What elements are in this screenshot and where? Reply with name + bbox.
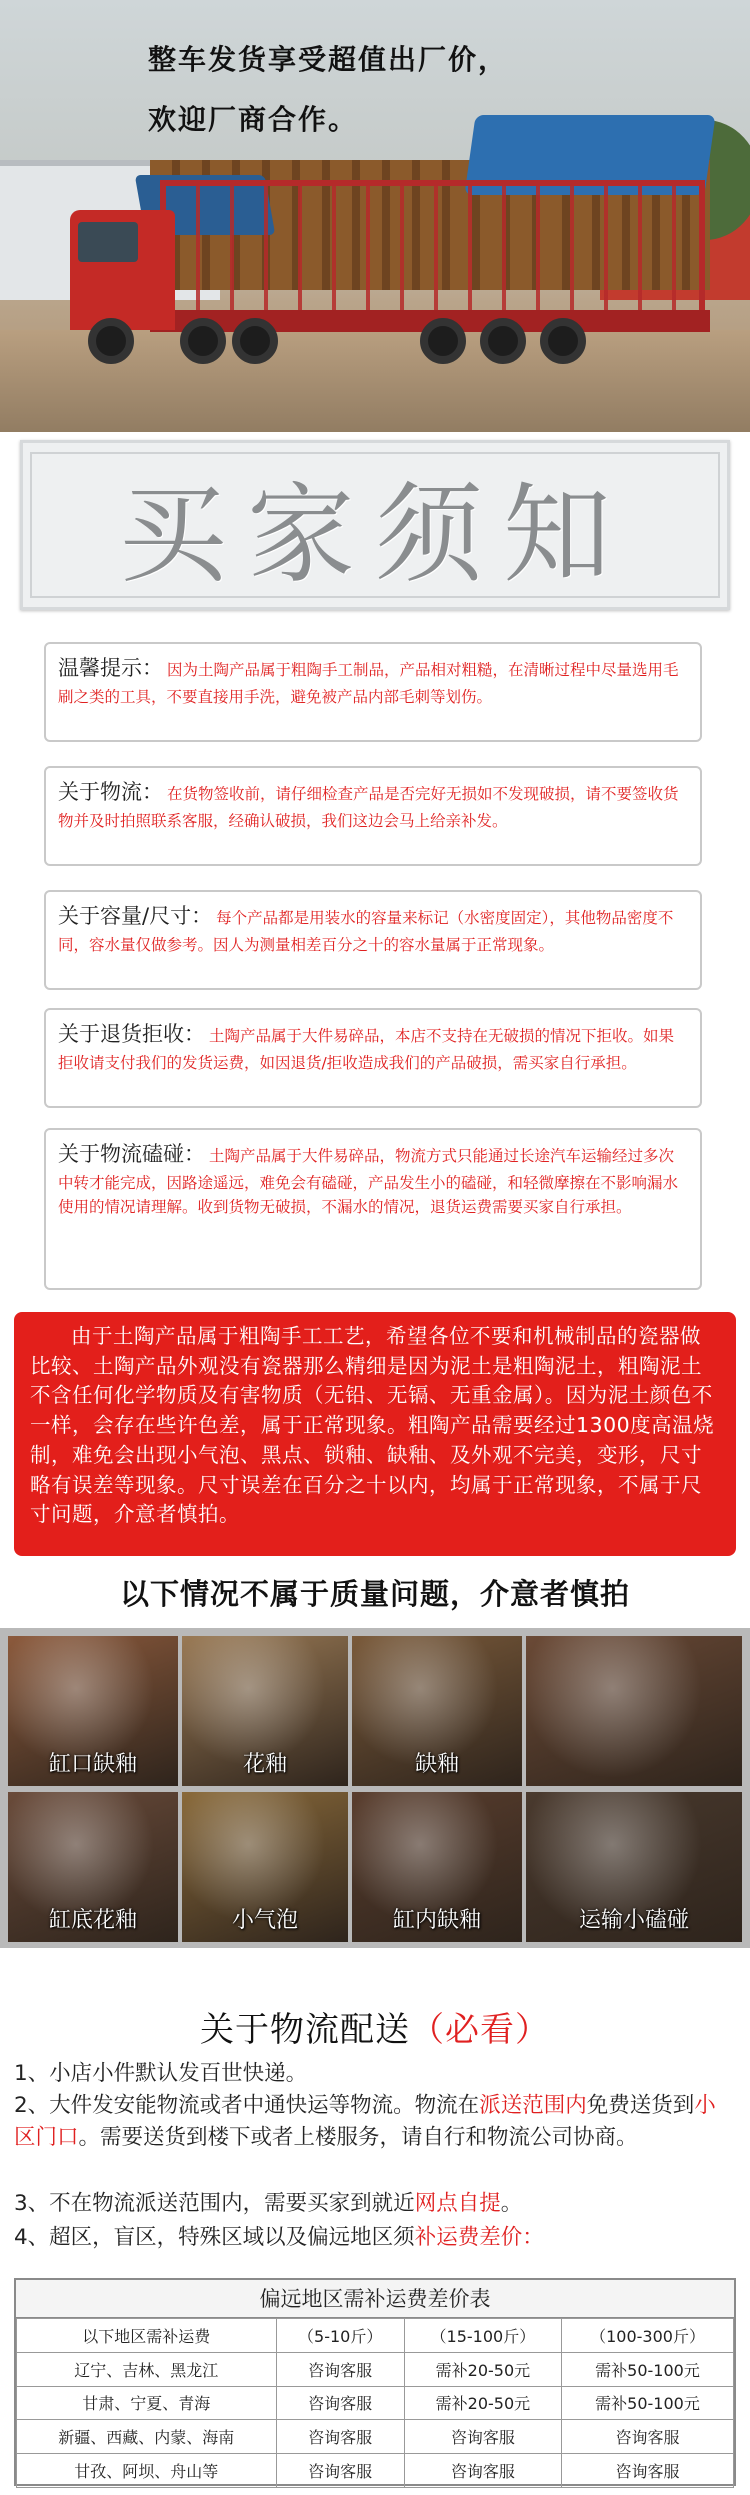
fee-table-grid bbox=[16, 2318, 734, 2488]
table-row bbox=[17, 2386, 734, 2420]
disclaimer-statement: 由于土陶产品属于粗陶手工工艺，希望各位不要和机械制品的瓷器做比较、土陶产品外观没有瓷器那么精细是因为泥土是粗陶泥土，粗陶泥土不含任何化学物质及有害物质（无铅、无镉、无重金属）。因为泥土颜色不一样，会存在些许色差，属于正常现象。粗陶产品需要经过1300度高温烧制，难免会出现小气泡、黑点、锁釉、缺釉、及外观不完美，变形，尺寸略有误差等现象。尺寸误差在百分之十以内，均属于正常现象，不属于尺寸问题，介意者慎拍。 bbox=[14, 1312, 736, 1556]
notice-item bbox=[44, 1008, 702, 1108]
fee-table-caption: 偏远地区需补运费差价表 bbox=[16, 2280, 734, 2318]
table-row bbox=[17, 2319, 734, 2353]
table-cell: 需补50-100元 bbox=[562, 2386, 734, 2420]
wheel-icon bbox=[88, 318, 134, 364]
quality-section-title: 以下情况不属于质量问题，介意者慎拍 bbox=[119, 1577, 630, 1611]
table-cell: 咨询客服 bbox=[276, 2352, 404, 2386]
table-cell: 新疆、西藏、内蒙、海南 bbox=[17, 2420, 277, 2454]
table-cell: 以下地区需补运费 bbox=[17, 2319, 277, 2353]
photo-caption: 小气泡 bbox=[231, 1908, 298, 1933]
photo-crack-closeup bbox=[526, 1636, 742, 1786]
notice-heading-frame bbox=[30, 452, 720, 598]
table-cell: 甘孜、阿坝、舟山等 bbox=[17, 2454, 277, 2488]
table-cell: 咨询客服 bbox=[276, 2386, 404, 2420]
logistics-line bbox=[14, 2058, 736, 2090]
table-cell: 咨询客服 bbox=[404, 2454, 561, 2488]
photo-small-bubbles bbox=[182, 1792, 348, 1942]
table-cell: （5-10斤） bbox=[276, 2319, 404, 2353]
logistics-highlight: 小区门口 bbox=[14, 2093, 716, 2151]
notice-item-text: 因为土陶产品属于粗陶手工制品，产品相对粗糙，在清晰过程中尽量选用毛刷之类的工具，不要直接用手洗，避免被产品内部毛刺等划伤。 bbox=[58, 661, 679, 706]
table-cell: 需补20-50元 bbox=[404, 2352, 561, 2386]
table-cell: （15-100斤） bbox=[404, 2319, 561, 2353]
wheel-icon bbox=[232, 318, 278, 364]
notice-item bbox=[44, 642, 702, 742]
notice-item-label: 关于退货拒收： bbox=[58, 1022, 205, 1046]
logistics-text: 2、大件发安能物流或者中通快运等物流。物流在 bbox=[14, 2093, 480, 2118]
logistics-highlight: 网点自提 bbox=[414, 2191, 501, 2216]
logistics-title bbox=[0, 2002, 750, 2051]
logistics-highlight: 补运费差价： bbox=[414, 2225, 544, 2250]
logistics-text: 。 bbox=[500, 2191, 523, 2216]
table-cell: 咨询客服 bbox=[404, 2420, 561, 2454]
notice-item-label: 温馨提示： bbox=[58, 656, 163, 680]
table-row bbox=[17, 2352, 734, 2386]
truck-trailer bbox=[160, 180, 705, 330]
photo-caption: 花釉 bbox=[242, 1752, 287, 1777]
logistics-text: 1、小店小件默认发百世快递。 bbox=[14, 2061, 308, 2086]
table-cell: 需补50-100元 bbox=[562, 2352, 734, 2386]
logistics-line bbox=[14, 2188, 736, 2220]
logistics-title-main: 关于物流配送 bbox=[200, 2010, 410, 2050]
notice-item-text: 土陶产品属于大件易碎品，本店不支持在无破损的情况下拒收。如果拒收请支付我们的发货运费，如因退货/拒收造成我们的产品破损，需买家自行承担。 bbox=[58, 1027, 675, 1072]
photo-rim-missing-glaze bbox=[8, 1636, 178, 1786]
notice-item-text: 每个产品都是用装水的容量来标记（水密度固定），其他物品密度不同，容水量仅做参考。因人为测量相差百分之十的容水量属于正常现象。 bbox=[58, 909, 674, 954]
notice-item-label: 关于物流： bbox=[58, 780, 163, 804]
logistics-highlight: 派送范围内 bbox=[479, 2093, 587, 2118]
table-cell: （100-300斤） bbox=[562, 2319, 734, 2353]
logistics-text: 4、超区，盲区，特殊区域以及偏远地区须 bbox=[14, 2225, 415, 2250]
photo-caption: 缸底花釉 bbox=[48, 1908, 137, 1933]
wheel-icon bbox=[420, 318, 466, 364]
notice-item bbox=[44, 1128, 702, 1290]
hero-banner bbox=[0, 0, 750, 432]
notice-item bbox=[44, 766, 702, 866]
notice-item-label: 关于容量/尺寸： bbox=[58, 904, 213, 928]
table-cell: 咨询客服 bbox=[562, 2420, 734, 2454]
photo-missing-glaze bbox=[352, 1636, 522, 1786]
photo-caption: 运输小磕碰 bbox=[578, 1908, 689, 1933]
logistics-text: 。需要送货到楼下或者上楼服务，请自行和物流公司协商。 bbox=[78, 2125, 638, 2151]
photo-caption: 缸口缺釉 bbox=[48, 1752, 137, 1777]
table-row bbox=[17, 2420, 734, 2454]
logistics-text: 3、不在物流派送范围内，需要买家到就近 bbox=[14, 2191, 415, 2216]
shipping-fee-table bbox=[14, 2278, 736, 2486]
table-cell: 辽宁、吉林、黑龙江 bbox=[17, 2352, 277, 2386]
table-cell: 甘肃、宁夏、青海 bbox=[17, 2386, 277, 2420]
logistics-title-note: （必看） bbox=[410, 2010, 550, 2050]
notice-item bbox=[44, 890, 702, 990]
quality-photo-grid bbox=[0, 1628, 750, 1948]
wheel-icon bbox=[480, 318, 526, 364]
notice-heading-panel bbox=[20, 440, 730, 610]
photo-transport-chip bbox=[526, 1792, 742, 1942]
notice-item-text: 在货物签收前，请仔细检查产品是否完好无损如不发现破损，请不要签收货物并及时拍照联系客服，经确认破损，我们这边会马上给亲补发。 bbox=[58, 785, 679, 830]
photo-flower-glaze bbox=[182, 1636, 348, 1786]
hero-line-2: 欢迎厂商合作。 bbox=[148, 103, 359, 136]
table-cell: 咨询客服 bbox=[276, 2420, 404, 2454]
truck-window bbox=[78, 222, 138, 262]
photo-caption: 缺釉 bbox=[414, 1752, 459, 1777]
hero-line-1: 整车发货享受超值出厂价， bbox=[148, 43, 509, 76]
notice-title: 买家须知 bbox=[118, 472, 631, 598]
wheel-icon bbox=[180, 318, 226, 364]
photo-inner-missing-glaze bbox=[352, 1792, 522, 1942]
wheel-icon bbox=[540, 318, 586, 364]
table-cell: 需补20-50元 bbox=[404, 2386, 561, 2420]
logistics-line bbox=[14, 2090, 736, 2155]
photo-caption: 缸内缺釉 bbox=[392, 1908, 481, 1933]
notice-item-text: 土陶产品属于大件易碎品，物流方式只能通过长途汽车运输经过多次中转才能完成，因路途遥远，难免会有磕碰，产品发生小的磕碰，和轻微摩擦在不影响漏水使用的情况请理解。收到货物无破损，不漏水的情况，退货运费需要买家自行承担。 bbox=[58, 1147, 679, 1216]
photo-bottom-flower-glaze bbox=[8, 1792, 178, 1942]
table-cell: 咨询客服 bbox=[562, 2454, 734, 2488]
logistics-text: 免费送货到 bbox=[586, 2093, 695, 2118]
table-cell: 咨询客服 bbox=[276, 2454, 404, 2488]
logistics-line bbox=[14, 2222, 736, 2254]
notice-item-label: 关于物流磕碰： bbox=[58, 1142, 205, 1166]
table-row bbox=[17, 2454, 734, 2488]
